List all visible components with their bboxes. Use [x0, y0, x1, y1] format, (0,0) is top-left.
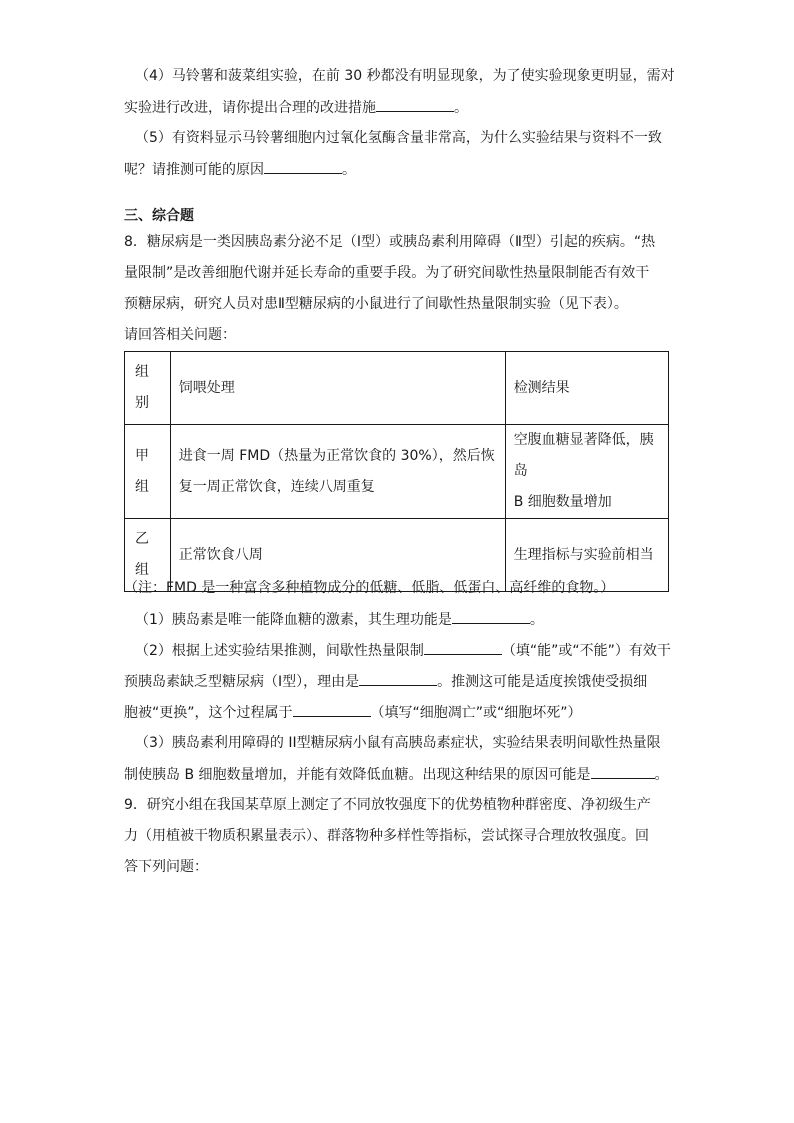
q8-part2-line2-a: 预胰岛素缺乏型糖尿病（Ⅰ型），理由是 [124, 674, 360, 690]
answer-blank[interactable] [376, 97, 454, 112]
q7-part5-line1 [135, 128, 662, 148]
header-group-char1: 组 [135, 364, 149, 380]
q9-line1: 9．研究小组在我国某草原上测定了不同放牧强度下的优势植物种群密度、净初级生产 [124, 797, 651, 813]
group-char1: 乙 [135, 531, 149, 547]
q8-part2-line3-b: （填写“细胞凋亡”或“细胞坏死”） [370, 705, 582, 721]
q7-part4-cont: 实验进行改进，请你提出合理的改进措施 [124, 100, 376, 116]
table-cell-treatment: 正常饮食八周 [170, 519, 505, 592]
q8-part2-text-a: （2）根据上述实验结果推测，间歇性热量限制 [135, 643, 424, 659]
q7-part4-text: （4）马铃薯和菠菜组实验，在前 30 秒都没有明显现象，为了使实验现象更明显，需对 [135, 68, 675, 84]
table-cell-group [125, 425, 171, 519]
answer-blank[interactable] [293, 702, 371, 717]
q8-part2-line3 [124, 702, 582, 723]
q8-intro-line3: 预糖尿病，研究人员对患Ⅱ型糖尿病的小鼠进行了间歇性热量限制实验（见下表）。 [124, 296, 628, 312]
answer-blank[interactable] [452, 609, 530, 624]
q7-part5-text: （5）有资料显示马铃薯细胞内过氧化氢酶含量非常高，为什么实验结果与资料不一致 [135, 130, 662, 146]
experiment-table [124, 351, 669, 592]
q7-part4-end: 。 [454, 100, 468, 116]
q8-part1 [135, 609, 544, 630]
result-line1: 空腹血糖显著降低，胰岛 [513, 432, 654, 479]
group-char2: 组 [135, 478, 149, 495]
group-char1: 甲 [135, 447, 149, 464]
table-header-group [125, 352, 171, 425]
q8-part2-text-b: （填“能”或“不能”）有效干 [501, 643, 671, 659]
q7-part5-line2 [124, 159, 356, 180]
answer-blank[interactable] [359, 671, 437, 686]
q8-part2-line1 [135, 640, 671, 661]
table-header-result: 检测结果 [505, 352, 668, 425]
q8-part2-line3-a: 胞被“更换”，这个过程属于 [124, 705, 293, 721]
q8-intro-line1: 8．糖尿病是一类因胰岛素分泌不足（Ⅰ型）或胰岛素利用障碍（Ⅱ型）引起的疾病。“热 [124, 234, 656, 250]
table-cell-result: 生理指标与实验前相当 [505, 519, 668, 592]
q7-part4-line2 [124, 97, 468, 118]
treatment-line2: 复一周正常饮食，连续八周重复 [178, 478, 375, 495]
q8-intro-line2: 量限制”是改善细胞代谢并延长寿命的重要手段。为了研究间歇性热量限制能否有效干 [124, 265, 650, 281]
q8-intro-line4: 请回答相关问题： [124, 327, 236, 343]
q8-part2-line2-b: 。推测这可能是适度挨饿使受损细 [437, 674, 648, 690]
table-header-treatment: 饲喂处理 [170, 352, 505, 425]
q8-part2-line2 [124, 671, 647, 692]
table-header-row [125, 352, 669, 425]
answer-blank[interactable] [264, 159, 342, 174]
q8-part1-text: （1）胰岛素是唯一能降血糖的激素，其生理功能是 [135, 612, 452, 628]
q8-part1-end: 。 [529, 612, 544, 628]
q9-line3: 答下列问题： [124, 859, 208, 875]
q7-part5-end: 。 [342, 162, 356, 178]
q8-part3-end: 。 [654, 767, 669, 783]
group-char2: 组 [135, 562, 149, 578]
answer-blank[interactable] [424, 640, 502, 655]
q7-part4-line1 [135, 66, 675, 86]
q9-line2: 力（用植被干物质积累量表示）、群落物种多样性等指标，尝试探寻合理放牧强度。回 [124, 828, 649, 844]
section-title: 三、综合题 [124, 208, 194, 224]
table-row [125, 425, 669, 519]
header-group-char2: 别 [135, 395, 149, 411]
treatment-line1: 进食一周 FMD（热量为正常饮食的 30%），然后恢 [178, 447, 495, 464]
answer-blank[interactable] [591, 764, 655, 779]
q8-part3-line1: （3）胰岛素利用障碍的 II型糖尿病小鼠有高胰岛素症状，实验结果表明间歇性热量限 [135, 735, 661, 751]
q7-part5-cont: 呢？请推测可能的原因 [124, 162, 264, 178]
table-cell-result [505, 425, 668, 519]
q8-part3-line2 [124, 764, 669, 785]
q8-part3-text: 制使胰岛 B 细胞数量增加，并能有效降低血糖。出现这种结果的原因可能是 [124, 767, 591, 783]
table-note: （注：FMD 是一种富含多种植物成分的低糖、低脂、低蛋白、高纤维的食物。） [124, 580, 615, 596]
table-cell-treatment [170, 425, 505, 519]
result-line2: B 细胞数量增加 [513, 494, 612, 510]
